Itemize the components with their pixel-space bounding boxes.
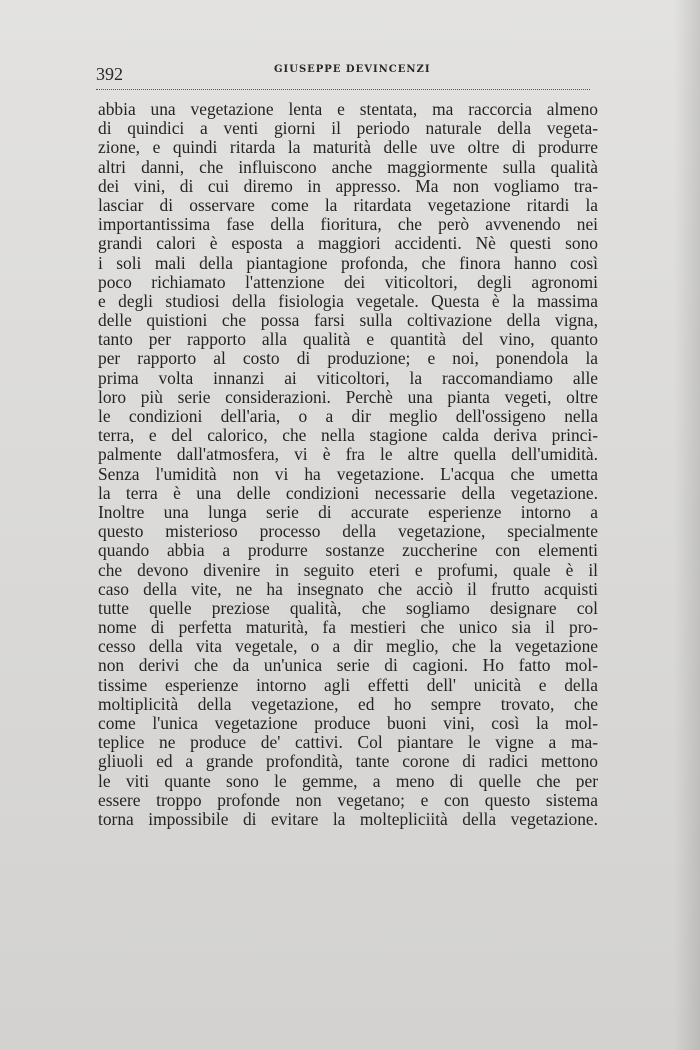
text-line: loro più serie considerazioni. Perchè una pianta vegeti, oltre bbox=[98, 386, 598, 407]
running-title: GIUSEPPE DEVINCENZI bbox=[274, 64, 431, 75]
body-text bbox=[98, 100, 598, 829]
text-line: la terra è una delle condizioni necessarie della vegetazione. bbox=[98, 482, 598, 503]
text-line: gliuoli ed a grande profondità, tante corone di radici mettono bbox=[98, 751, 598, 772]
text-line: tissime esperienze intorno agli effetti dell' unicità e della bbox=[98, 674, 598, 695]
text-line: le condizioni dell'aria, o a dir meglio dell'ossigeno nella bbox=[98, 406, 598, 426]
text-line: altri danni, che influiscono anche maggiormente sulla qualità bbox=[98, 156, 598, 177]
text-line: di quindici a venti giorni il periodo naturale della vegeta- bbox=[98, 118, 598, 139]
running-head bbox=[96, 58, 590, 98]
text-line: delle quistioni che possa farsi sulla coltivazione della vigna, bbox=[98, 310, 598, 331]
text-line: non derivi che da un'unica serie di cagioni. Ho fatto mol- bbox=[98, 655, 598, 676]
text-line: come l'unica vegetazione produce buoni vini, così la mol- bbox=[98, 713, 598, 733]
text-line: e degli studiosi della fisiologia vegetale. Questa è la massima bbox=[98, 290, 598, 311]
text-line: Inoltre una lunga serie di accurate esperienze intorno a bbox=[98, 501, 598, 522]
text-line: prima volta innanzi ai viticoltori, la raccomandiamo alle bbox=[98, 367, 598, 388]
text-line: questo misterioso processo della vegetazione, specialmente bbox=[98, 521, 598, 542]
text-line: tutte quelle preziose qualità, che sogliamo designare col bbox=[98, 597, 598, 618]
text-line: Senza l'umidità non vi ha vegetazione. L'acqua che umetta bbox=[98, 463, 598, 484]
text-line: importantissima fase della fioritura, che però avvenendo nei bbox=[98, 214, 598, 235]
text-line: palmente dall'atmosfera, vi è fra le altre quella dell'umidità. bbox=[98, 444, 598, 465]
text-line: le viti quante sono le gemme, a meno di quelle che per bbox=[98, 770, 598, 791]
text-line: moltiplicità della vegetazione, ed ho sempre trovato, che bbox=[98, 693, 598, 714]
text-line: per rapporto al costo di produzione; e noi, ponendola la bbox=[98, 348, 598, 369]
page-number: 392 bbox=[96, 64, 123, 84]
text-line: i soli mali della piantagione profonda, che finora hanno così bbox=[98, 252, 598, 273]
header-dotted-rule bbox=[96, 89, 590, 90]
text-line: abbia una vegetazione lenta e stentata, ma raccorcia almeno bbox=[98, 99, 598, 119]
text-line: tanto per rapporto alla qualità e quantità del vino, quanto bbox=[98, 329, 598, 350]
text-line: che devono divenire in seguito eteri e profumi, quale è il bbox=[98, 559, 598, 580]
text-line: quando abbia a produrre sostanze zuccherine con elementi bbox=[98, 540, 598, 561]
text-line: dei vini, di cui diremo in appresso. Ma non vogliamo tra- bbox=[98, 175, 598, 196]
text-line: terra, e del calorico, che nella stagione calda deriva princi- bbox=[98, 425, 598, 446]
text-line: poco richiamato l'attenzione dei viticoltori, degli agronomi bbox=[98, 271, 598, 292]
text-line: grandi calori è esposta a maggiori accidenti. Nè questi sono bbox=[98, 233, 598, 254]
text-line: nome di perfetta maturità, fa mestieri che unico sia il pro- bbox=[98, 617, 598, 638]
text-line: lasciar di osservare come la ritardata vegetazione ritardi la bbox=[98, 194, 598, 215]
text-line: essere troppo profonde non vegetano; e con questo sistema bbox=[98, 789, 598, 810]
text-line: zione, e quindi ritarda la maturità delle uve oltre di produrre bbox=[98, 137, 598, 158]
text-line: caso della vite, ne ha insegnato che acciò il frutto acquisti bbox=[98, 578, 598, 599]
text-line: torna impossibile di evitare la moltepliciità della vegetazione. bbox=[98, 808, 598, 829]
text-line: teplice ne produce de' cattivi. Col piantare le vigne a ma- bbox=[98, 732, 598, 753]
text-line: cesso della vita vegetale, o a dir meglio, che la vegetazione bbox=[98, 636, 598, 657]
